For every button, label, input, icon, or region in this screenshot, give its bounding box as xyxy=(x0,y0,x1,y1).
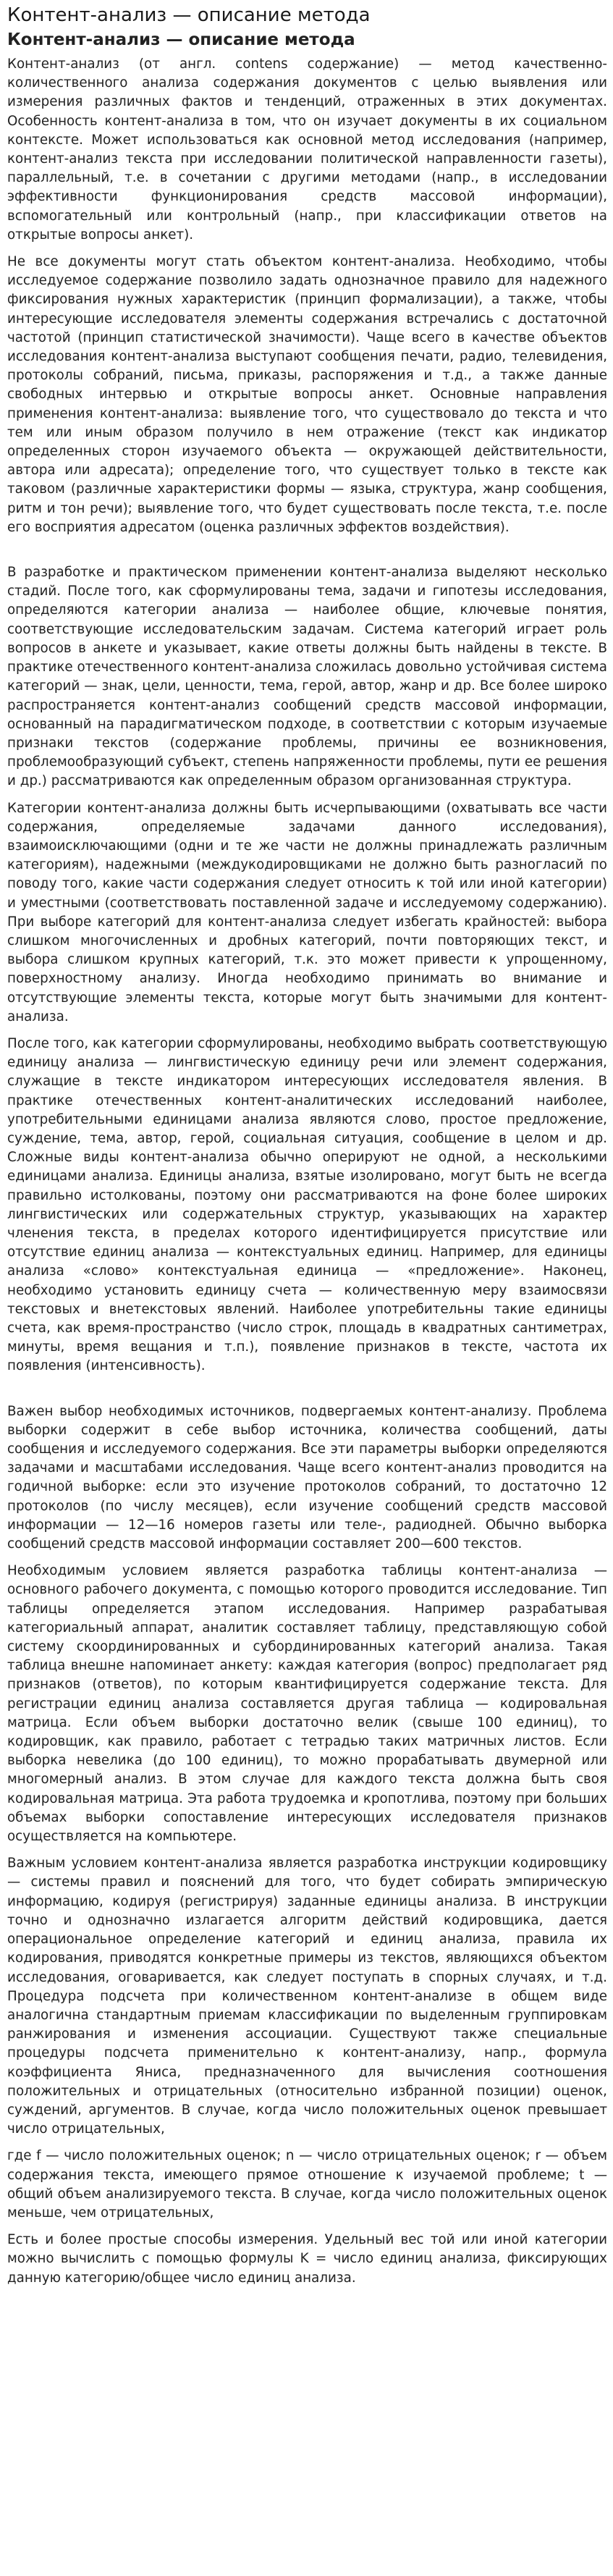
paragraph-stages: В разработке и практическом применении контент-анализа выделяют несколько стадий. После того, как сформулированы тема, задачи и гипотезы исследования, определяются категории анализа — наиболее общие, ключевые понятия, соответствующие исследовательским задачам. Система категорий играет роль вопросов в анкете и указывает, какие ответы должны быть найдены в тексте. В практике отечественного контент-анализа сложилась довольно устойчивая система категорий — знак, цели, ценности, тема, герой, автор, жанр и др. Все более широко распространяется контент-анализ сообщений средств массовой информации, основанный на парадигматическом подходе, в соответствии с которым изучаемые признаки текстов (содержание проблемы, причины ее возникновения, проблемообразующий субъект, степень напряженности проблемы, пути ее решения и др.) рассматриваются как определенным образом организованная структура. xyxy=(7,565,607,789)
paragraph-sampling: Важен выбор необходимых источников, подвергаемых контент-анализу. Проблема выборки содержит в себе выбор источника, количества сообщений, даты сообщения и исследуемого содержания. Все эти параметры выборки определяются задачами и масштабами исследования. Чаще всего контент-анализ проводится на годичной выборке: если это изучение протоколов собраний, то достаточно 12 протоколов (по числу месяцев), если изучение сообщений средств массовой информации — 12—16 номеров газеты или теле-, радиодней. Обычно выборка сообщений средств массовой информации составляет 200—600 текстов. xyxy=(7,1403,607,1552)
paragraph-table: Необходимым условием является разработка таблицы контент-анализа — основного рабочего документа, с помощью которого проводится исследование. Тип таблицы определяется этапом исследования. Например разрабатывая категориальный аппарат, аналитик составляет таблицу, представляющую собой систему скоординированных и субординированных категорий анализа. Такая таблица внешне напоминает анкету: каждая категория (вопрос) предполагает ряд признаков (ответов), по которым квантифицируется содержание текста. Для регистрации единиц анализа составляется другая таблица — кодировальная матрица. Если объем выборки достаточно велик (свыше 100 единиц), то кодировщик, как правило, работает с тетрадью таких матричных листов. Если выборка невелика (до 100 единиц), то можно прорабатывать двумерной или многомерный анализ. В этом случае для каждого текста должна быть своя кодировальная матрица. Эта работа трудоемка и кропотлива, поэтому при больших объемах выборки сопоставление интересующих исследователя признаков осуществляется на компьютере. xyxy=(7,1563,607,1845)
page-title: Контент-анализ — описание метода xyxy=(7,4,371,26)
article-body xyxy=(7,55,607,2288)
paragraph-definition: Контент-анализ (от англ. contens содержание) — метод качественно-количественного анализа содержания документов с целью выявления или измерения различных фактов и тенденций, отраженных в этих документах. Особенность контент-анализа в том, что он изучает документы в их социальном контексте. Может использоваться как основной метод исследования (например, контент-анализ текста при исследовании политической направленности газеты), параллельный, т.е. в сочетании с другими методами (напр., в исследовании эффективности функционирования средств массовой информации), вспомогательный или контрольный (напр., при классификации ответов на открытые вопросы анкет). xyxy=(7,56,607,243)
paragraph-janis-variables: где f — число положительных оценок; n — число отрицательных оценок; r — объем содержания текста, имеющего прямое отношение к изучаемой проблеме; t — общий объем анализируемого текста. В случае, когда число положительных оценок меньше, чем отрицательных, xyxy=(7,2148,607,2221)
paragraph-simple-methods: Есть и более простые способы измерения. Удельный вес той или иной категории можно вычислить с помощью формулы K = число единиц анализа, фиксирующих данную категорию/общее число единиц анализа. xyxy=(7,2232,607,2286)
paragraph-instructions: Важным условием контент-анализа является разработка инструкции кодировщику — системы правил и пояснений для того, что будет собирать эмпирическую информацию, кодируя (регистрируя) заданные единицы анализа. В инструкции точно и однозначно излагается алгоритм действий кодировщика, дается операциональное определение категорий и единиц анализа, правила их кодирования, приводятся конкретные примеры из текстов, являющихся объектом исследования, оговаривается, как следует поступать в спорных случаях, и т.д. Процедура подсчета при количественном контент-анализе в общем виде аналогична стандартным приемам классификации по выделенным группировкам ранжирования и изменения ассоциации. Существуют также специальные процедуры подсчета применительно к контент-анализу, напр., формула коэффициента Яниса, предназначенного для вычисления соотношения положительных и отрицательных (относительно избранной позиции) оценок, суждений, аргументов. В случае, когда число положительных оценок превышает число отрицательных, xyxy=(7,1856,607,2137)
paragraph-categories: Категории контент-анализа должны быть исчерпывающими (охватывать все части содержания, определяемые задачами данного исследования), взаимоисключающими (одни и те же части не должны принадлежать различным категориям), надежными (междукодировщиками не должно быть разногласий по поводу того, какие части содержания следует относить к той или иной категории) и уместными (соответствовать поставленной задаче и исследуемому содержанию). При выборе категорий для контент-анализа следует избегать крайностей: выбора слишком многочисленных и дробных категорий, почти повторяющих текст, и выбора слишком крупных категорий, т.к. это может привести к упрощенному, поверхностному анализу. Иногда необходимо принимать во внимание и отсутствующие элементы текста, которые могут быть значимыми для контент-анализа. xyxy=(7,800,607,1024)
paragraph-units: После того, как категории сформулированы, необходимо выбрать соответствующую единицу анализа — лингвистическую единицу речи или элемент содержания, служащие в тексте индикатором интересующих исследователя явления. В практике отечественных контент-аналитических исследований наиболее, употребительными единицами анализа являются слово, простое предложение, суждение, тема, автор, герой, социальная ситуация, сообщение в целом и др. Сложные виды контент-анализа обычно оперируют не одной, а несколькими единицами анализа. Единицы анализа, взятые изолировано, могут быть не всегда правильно истолкованы, поэтому они рассматриваются на фоне более широких лингвистических или содержательных структур, указывающих на характер членения текста, в пределах которого идентифицируется присутствие или отсутствие единиц анализа — контекстуальных единиц. Например, для единицы анализа «слово» контекстуальная единица — «предложение». Наконец, необходимо установить единицу счета — количественную меру взаимосвязи текстовых и внетекстовых явлений. Наиболее употребительны такие единицы счета, как время-пространство (число строк, площадь в квадратных сантиметрах, минуты, время вещания и т.п.), появление признаков в тексте, частота их появления (интенсивность). xyxy=(7,1035,607,1374)
paragraph-objects: Не все документы могут стать объектом контент-анализа. Необходимо, чтобы исследуемое содержание позволило задать однозначное правило для надежного фиксирования нужных характеристик (принцип формализации), а также, чтобы интересующие исследователя элементы содержания встречались с достаточной частотой (принцип статистической значимости). Чаще всего в качестве объектов исследования контент-анализа выступают сообщения печати, радио, телевидения, протоколы собраний, письма, приказы, распоряжения и т.д., а также данные свободных интервью и открытые вопросы анкет. Основные направления применения контент-анализа: выявление того, что существовало до текста и что тем или иным образом получило в нем отражение (текст как индикатор определенных сторон изучаемого объекта — окружающей действительности, автора или адресата); определение того, что существует только в тексте как таковом (различные характеристики формы — языка, структура, жанр сообщения, ритм и тон речи); выявление того, что будет существовать после текста, т.е. после его восприятия адресатом (оценка различных эффектов воздействия). xyxy=(7,254,607,535)
article-heading: Контент-анализ — описание метода xyxy=(7,30,355,49)
